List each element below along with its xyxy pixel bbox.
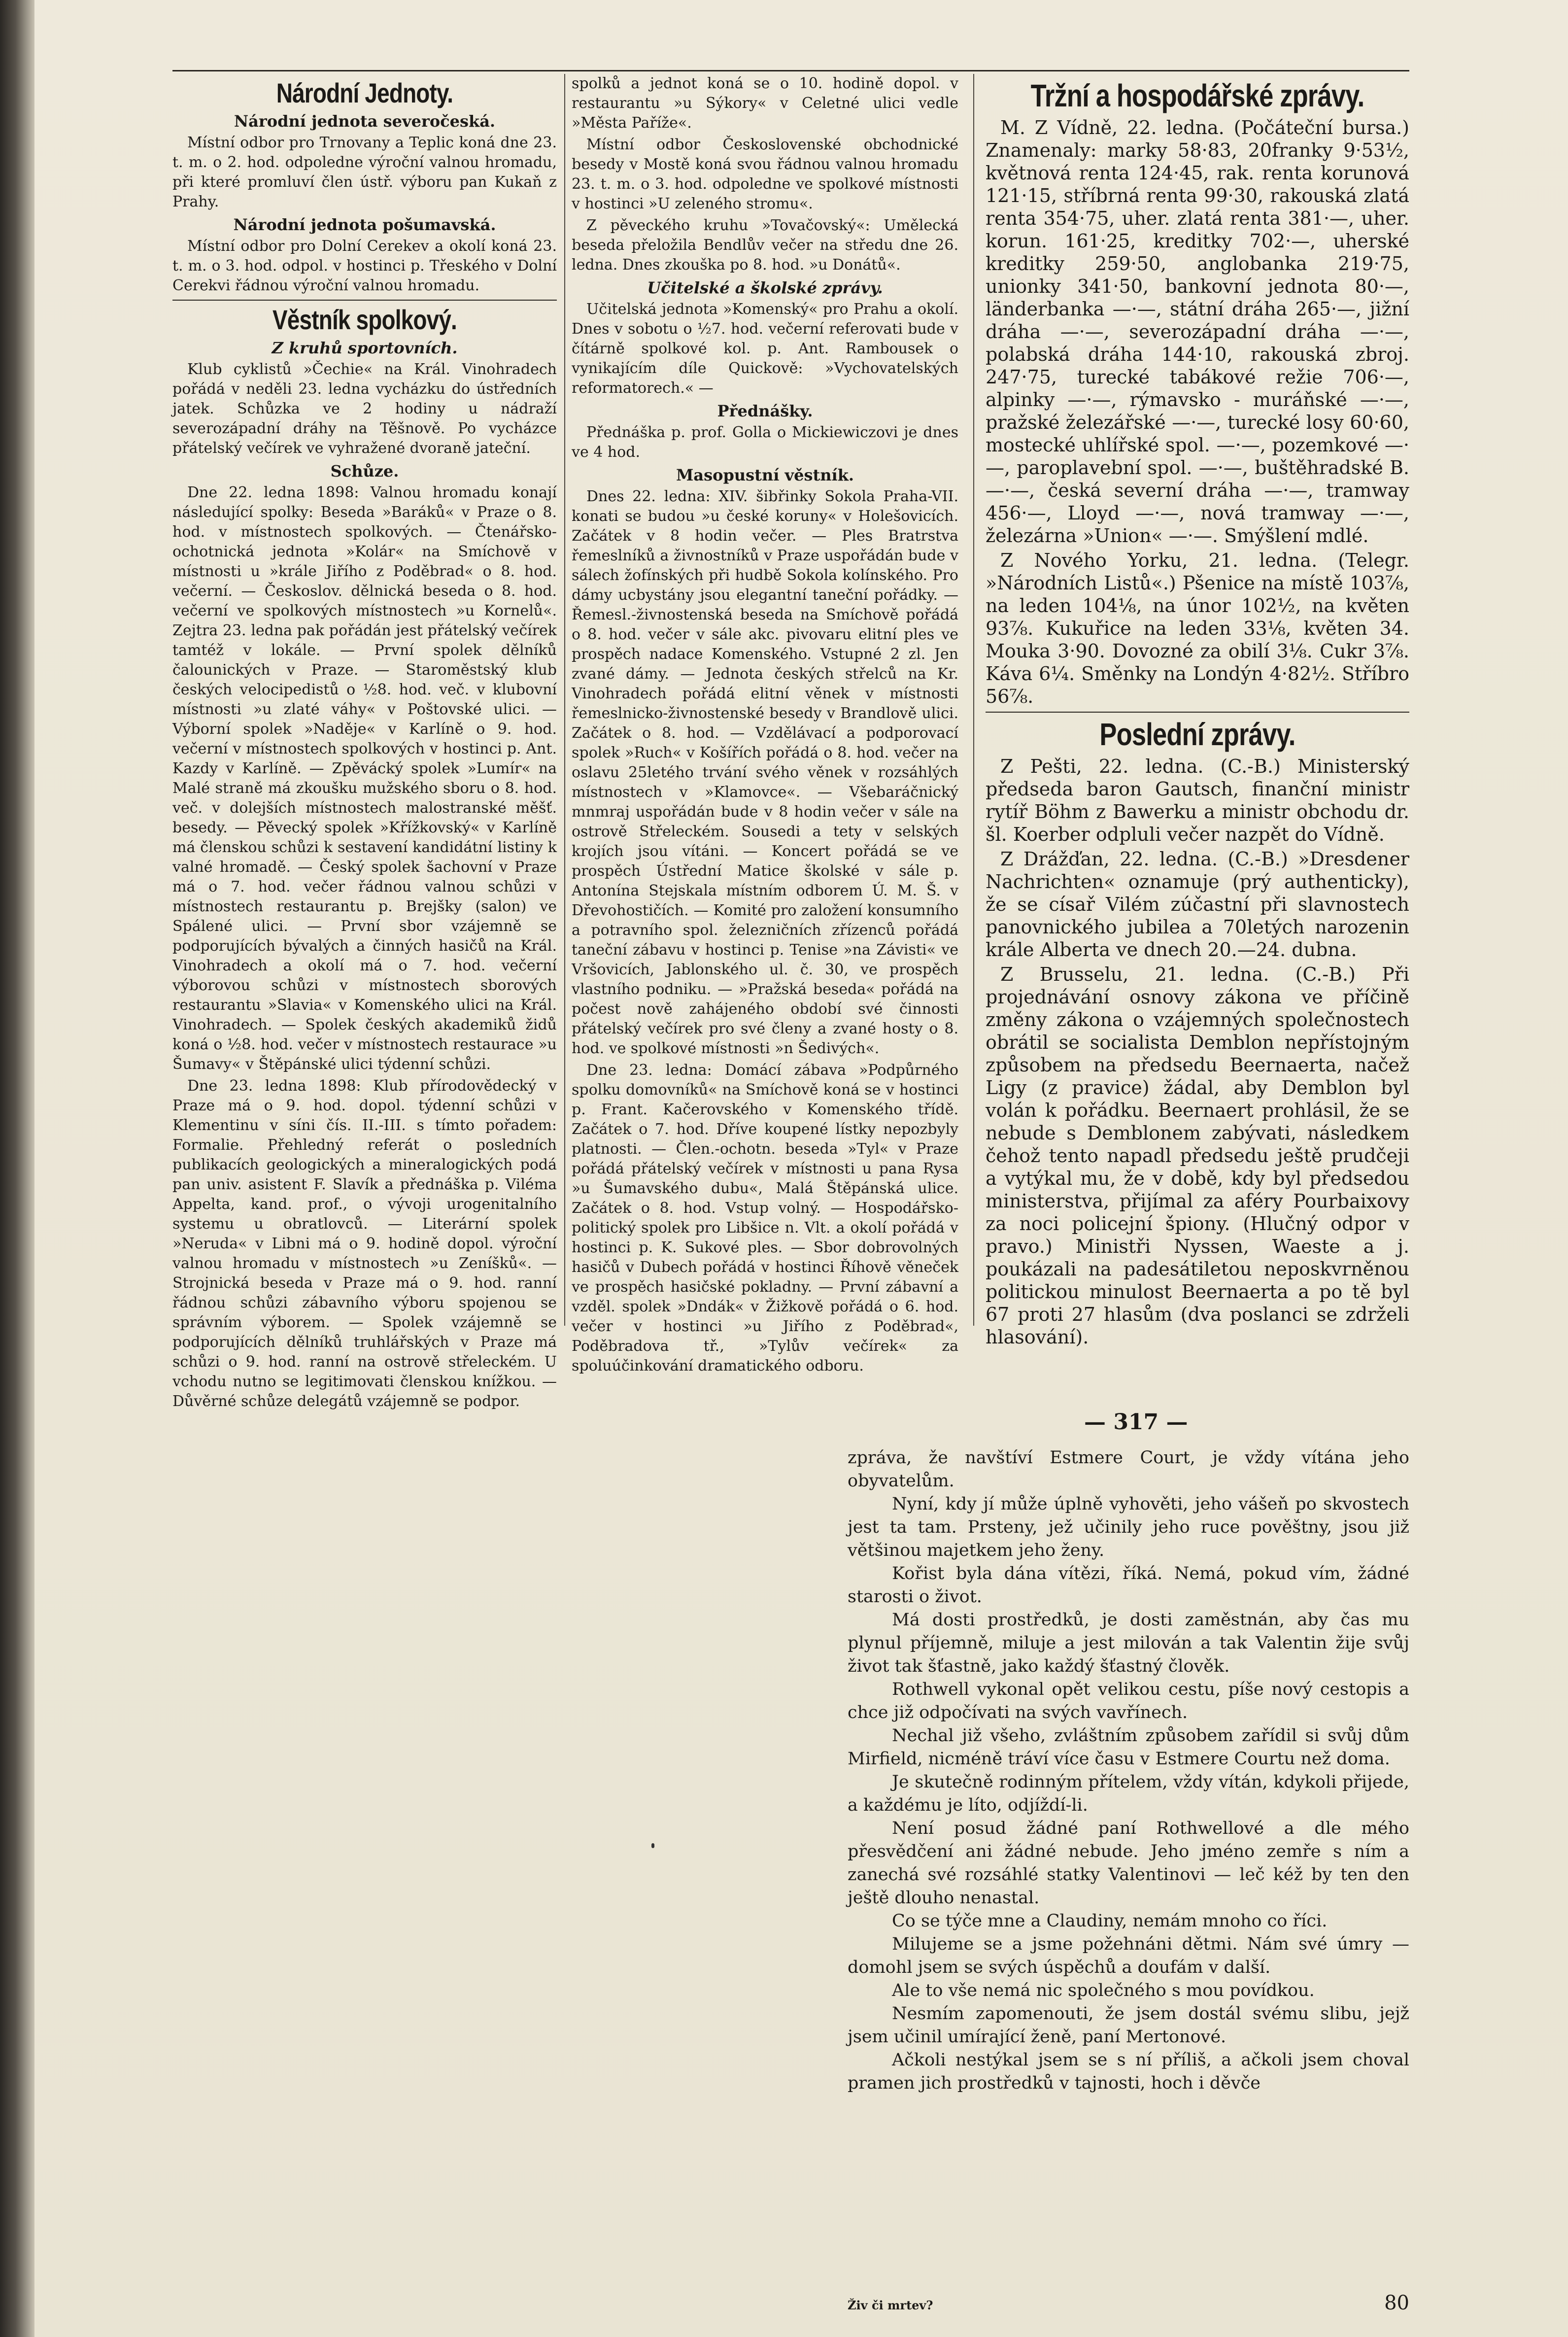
subheading: Schůze. [330, 462, 399, 481]
story-paragraph: Kořist byla dána vítězi, říká. Nemá, pokud vím, žádné starosti o život. [848, 1564, 1409, 1607]
paragraph: spolků a jednot koná se o 10. hodině dopol. v restaurantu »u Sýkory« v Celetné ulici vedle »Města Paříže«. [572, 75, 958, 132]
story-paragraph: Nechal již všeho, zvláštním způsobem zařídil si svůj dům Mirfield, nicméně tráví více času v Estmere Courtu než doma. [848, 1726, 1409, 1769]
column-rule [564, 74, 565, 1326]
story-paragraph: Nesmím zapomenouti, že jsem dostál svému slibu, jejž jsem učinil umírající ženě, paní Mertonové. [848, 2004, 1409, 2047]
paragraph: Místní odbor pro Trnovany a Teplic koná dne 23. t. m. o 2. hod. odpoledne výroční valnou hromadu, při které promluví člen ústř. výboru pan Kukaň z Prahy. [172, 134, 557, 210]
paragraph: Z Nového Yorku, 21. ledna. (Telegr. »Národních Listů«.) Pšenice na místě 103⅞, na leden 104⅛, na únor 102½, na květen 93⅞. Kukuřice na leden 33⅛, květen 34. Mouka 3·90. Dovozné za obilí 3⅛. Cukr 3⅞. Káva 6¼. Směnky na Londýn 4·82½. Stříbro 56⅞. [986, 550, 1409, 707]
story-paragraph: Milujeme se a jsme požehnáni dětmi. Nám své úmry — domohl jsem se svých úspěchů a doufám v další. [848, 1934, 1409, 1977]
paragraph: Z Pešti, 22. ledna. (C.-B.) Ministerský předseda baron Gautsch, finanční ministr rytíř Böhm z Bawerku a ministr obchodu dr. šl. Koerber odpluli večer nazpět do Vídně. [986, 756, 1409, 845]
story-body [848, 1446, 1409, 2095]
subheading: Masopustní věstník. [676, 466, 854, 484]
binding-spine [0, 0, 34, 2337]
section-title-trzni: Tržní a hospodářské zprávy. [1030, 78, 1364, 113]
paragraph: Dne 23. ledna: Domácí zábava »Podpůrného spolku domovníků« na Smíchově koná se v hostinci p. Frant. Kačerovského v Komenského třídě. Začátek o 7. hod. Dříve koupené lístky nepozbyly platnosti. — Člen.-ochotn. beseda »Tyl« v Praze pořádá přátelský večírek v místnosti u pana Rysa »u Šumavského dubu«, Malá Štěpánská ulice. Začátek o 8. hod. Vstup volný. — Hospodářsko-politický spolek pro Libšice n. Vlt. a okolí pořádá v hostinci p. K. Sukové ples. — Sbor dobrovolných hasičů v Dubech pořádá v hostinci Říhově věneček ve prospěch hasičské pokladny. — První zábavní a vzděl. spolek »Dndák« v Žižkově pořádá o 6. hod. večer v hostinci »u Jiřího z Poděbrad«, Poděbradova tř., »Tylův večírek« za spoluúčinkování dramatického odboru. [572, 1062, 958, 1375]
footer-page-number: 80 [1384, 2292, 1409, 2314]
paragraph: Z pěveckého kruhu »Tovačovský«: Umělecká beseda přeložila Bendlův večer na středu dne 26. ledna. Dnes zkouška po 8. hod. »u Donátů«. [572, 217, 958, 274]
subheading: Národní jednota severočeská. [234, 112, 496, 131]
story-paragraph: Má dosti prostředků, je dosti zaměstnán, aby čas mu plynul příjemně, miluje a jest milován a tak Valentin žije svůj život tak šťastně, jako každý šťastný člověk. [848, 1610, 1409, 1676]
paragraph: Z Drážďan, 22. ledna. (C.-B.) »Dresdener Nachrichten« oznamuje (prý authenticky), že se císař Vilém zúčastní při slavnostech panovnického jubilea a 70letých narozenin krále Alberta ve dnech 20.—24. dubna. [986, 848, 1409, 961]
story-paragraph: Ačkoli nestýkal jsem se s ní příliš, a ačkoli jsem choval pramen jich prostředků v tajnosti, hoch i děvče [848, 2050, 1409, 2093]
story-paragraph: Je skutečně rodinným přítelem, vždy vítán, kdykoli přijede, a každému je líto, odjíždí-li. [848, 1772, 1409, 1815]
subheading: Z kruhů sportovních. [272, 339, 458, 357]
paragraph: Učitelská jednota »Komenský« pro Prahu a okolí. Dnes v sobotu o ½7. hod. večerní referovati bude v čítárně spolkové kol. p. Ant. Rambousek o vynikajícím díle Quickově: »Vychovatelských reformatorech.« — [572, 301, 958, 397]
top-rule [172, 70, 1409, 71]
subheading: Přednášky. [717, 402, 813, 420]
section-title-posledni: Poslední zprávy. [1099, 717, 1295, 752]
section-title-vestnik: Věstník spolkový. [273, 304, 457, 335]
subheading: Národní jednota pošumavská. [233, 215, 496, 234]
subheading: Učitelské a školské zprávy. [647, 278, 883, 297]
paragraph: Místní odbor pro Dolní Cerekev a okolí koná 23. t. m. o 3. hod. odpol. v hostinci p. Třeského v Dolní Cerekvi řádnou výroční valnou hromadu. [172, 238, 557, 294]
paragraph: Dnes 22. ledna: XIV. šibřinky Sokola Praha-VII. konati se budou »u české koruny« v Holešovicích. Začátek v 8 hodin večer. — Ples Bratrstva řemeslníků a živnostníků v Praze uspořádán bude v sálech žofínských při hudbě Sokola kolínského. Pro dámy ucbystány jsou elegantní taneční pořádky. — Řemesl.-živnostenská beseda na Smíchově pořádá o 8. hod. večer v sále akc. pivovaru elitní ples ve prospěch nadace Komenského. Vstupné 2 zl. Jen zvané dámy. — Jednota českých střelců na Kr. Vinohradech pořádá elitní věnek v místnosti řemeslnicko-živnostenské besedy v Brandlově ulici. Začátek o 8. hod. — Vzdělávací a podporovací spolek »Ruch« v Košířích pořádá o 8. hod. večer na oslavu 25letého trvání svého věnek v rozsáhlých místnostech v »Klamovce«. — Všebaráčnický mnmraj uspořádán bude v 8 hodin večer v sále na ostrově Střeleckém. Sousedi a tety v selských krojích jsou vítáni. — Koncert pořádá se ve prospěch Ústřední Matice školské v sále p. Antonína Stejskala místním odborem Ú. M. Š. v Dřevohostičích. — Komité pro založení konsumního a potravního spol. železničních zřízenců pořádá taneční zábavu v hostinci p. Tenise »na Závisti« ve Vršovicích, Jablonského ul. č. 30, ve prospěch vlastního podniku. — »Pražská beseda« pořádá na počest nově zahájeného období své činnosti přátelský večírek pro své členy a zvané hosty o 8. hod. ve spolkové místnosti »n Šedivých«. [572, 488, 958, 1057]
divider [986, 712, 1409, 713]
column-rule [973, 74, 974, 1326]
column-1 [172, 74, 557, 1413]
story-paragraph: Co se týče mne a Claudiny, nemám mnoho co říci. [892, 1911, 1328, 1931]
paragraph: M. Z Vídně, 22. ledna. (Počáteční bursa.) Znamenaly: marky 58·83, 20franky 9·53½, květnová renta 124·45, rak. renta korunová 121·15, stříbrná renta 99·30, rakouská zlatá renta 354·75, uher. zlatá renta 381·—, uher. korun. 161·25, kreditky 702·—, uherské kreditky 259·50, anglobanka 219·75, unionky 341·50, bankovní jednota 80·—, länderbanka —·—, státní dráha 265·—, jižní dráha —·—, severozápadní dráha —·—, polabská dráha 144·10, rakouská zbroj. 247·75, turecké tabákové režie 706·—, alpinky —·—, rýmavsko - muráňské —·—, pražské železářské —·—, turecké losy 60·60, mostecké uhlířské spol. —·—, pozemkové —·—, paroplavební spol. —·—, buštěhradské B. —·—, česká severní dráha —·—, tramway 456·—, Lloyd —·—, nová tramway —·—, železárna »Union« —·—. Smýšlení mdlé. [986, 117, 1409, 547]
paragraph: Přednáška p. prof. Golla o Mickiewiczovi je dnes ve 4 hod. [572, 424, 958, 461]
footer-signature: Živ či mrtev? [848, 2298, 933, 2312]
story-paragraph: Ale to vše nemá nic společného s mou povídkou. [892, 1981, 1315, 2000]
story-page-number: — 317 — [1084, 1409, 1188, 1435]
paragraph: Z Brusselu, 21. ledna. (C.-B.) Při projednávání osnovy zákona ve příčině změny zákona o vzájemných společnostech obrátil se socialista Demblon nepřístojným způsobem na předsedu Beernaerta, načež Ligy (z pravice) žádal, aby Demblon byl volán k pořádku. Beernaert prohlásil, že se nebude s Demblonem zabývati, následkem čehož tento napadl předsedu ještě prudčeji a vytýkal mu, že v době, kdy byl předsedou ministerstva, přijímal za aféry Pourbaixovy za noci policejní špiony. (Hlučný odpor v pravo.) Ministři Nyssen, Waeste a j. poukázali na padesátiletou neposkvrněnou politickou minulost Beernaerta a po tě byl 67 proti 27 hlasům (dva poslanci se zdrželi hlasování). [986, 963, 1409, 1348]
paragraph: Dne 23. ledna 1898: Klub přírodovědecký v Praze má o 9. hod. dopol. týdenní schůzi v Klementinu v síni čís. II.-III. s tímto pořadem: Formalie. Přehledný referát o posledních publikacích geologických a mineralogických podá pan univ. asistent F. Slavík a přednáška p. Viléma Appelta, kand. prof., o vývoji urogenitalního systemu u obratlovců. — Literární spolek »Neruda« v Libni má o 9. hodině dopol. výroční valnou hromadu v místnostech »u Zeníšků«. — Strojnická beseda v Praze má o 9. hod. ranní řádnou schůzi zábavního výboru spojenou se správním výborem. — Spolek vzájemně se podporujících dělníků truhlářských v Praze má schůzi o 9. hod. ranní na ostrově střeleckém. U vchodu nutno se legitimovati členskou knížkou. — Důvěrné schůze delegátů vzájemně se podpor. [172, 1077, 557, 1410]
divider [172, 300, 557, 301]
paragraph: Místní odbor Československé obchodnické besedy v Mostě koná svou řádnou valnou hromadu 23. t. m. o 3. hod. odpoledne ve spolkové místnosti v hostinci »U zeleného stromu«. [572, 136, 958, 212]
paragraph: Dne 22. ledna 1898: Valnou hromadu konají následující spolky: Beseda »Baráků« v Praze o 8. hod. v místnostech spolkových. — Čtenářsko-ochotnická jednota »Kolár« na Smíchově v místnosti u »krále Jiřího z Poděbrad« o 8. hod. večerní. — Českoslov. dělnická beseda o 8. hod. večerní ve spolkových místnostech »u Kornelů«. Zejtra 23. ledna pak pořádán jest přátelský večírek tamtéž v lokále. — První spolek dělníků čalounických v Praze. — Staroměstský klub českých velocipedistů o ½8. hod. več. v klubovní místnosti »u zlaté váhy« v Poštovské ulici. — Výborní spolek »Naděje« v Karlíně o 9. hod. večerní v místnostech spolkových v hostinci p. Ant. Kazdy v Karlíně. — Zpěvácký spolek »Lumír« na Malé straně má zkoušku mužského sboru o 8. hod. več. v dolejších místnostech malostranské měšť. besedy. — Pěvecký spolek »Křížkovský« v Karlíně má členskou schůzi k sestavení kandidátní listiny k valné hromadě. — Český spolek šachovní v Praze má o 7. hod. večer řádnou valnou schůzi v místnostech restaurantu p. Brejšky (salon) ve Spálené ulici. — První sbor vzájemně se podporujících bývalých a činných hasičů na Král. Vinohradech a okolí má o 7. hod. večerní výborovou schůzi v místnostech sborových restaurantu »Slavia« v Komenského ulici na Král. Vinohradech. — Spolek českých akademiků židů koná o ½8. hod. večer v místnostech restaurace »u Šumavy« v Štěpánské ulici týdenní schůzi. [172, 484, 557, 1073]
story-footer [848, 2292, 1409, 2314]
story-paragraph: Nyní, kdy jí může úplně vyhověti, jeho vášeň po skvostech jest ta tam. Prsteny, jež učinily jeho ruce pověštny, jsou již většinou majetkem jeho ženy. [848, 1494, 1409, 1560]
column-3 [986, 74, 1409, 1350]
story-paragraph: zpráva, že navštíví Estmere Court, je vždy vítána jeho obyvatelům. [848, 1448, 1409, 1491]
story-paragraph: Není posud žádné paní Rothwellové a dle mého přesvědčení ani žádné nebude. Jeho jméno zemře s ním a zanechá své rozsáhlé statky Valentinovi — leč kéž by ten den ještě dlouho nenastal. [848, 1819, 1409, 1908]
ink-speck [651, 1843, 654, 1848]
paragraph: Klub cyklistů »Čechie« na Král. Vinohradech pořádá v neděli 23. ledna vycházku do ústředních jatek. Schůzka ve 2 hodiny u nádraží severozápadní dráhy na Těšnově. Po vycházce přátelský večírek ve vyhražené dvoraně jateční. [172, 361, 557, 457]
section-title-narodni: Národní Jednoty. [276, 77, 453, 108]
column-2 [572, 74, 958, 1378]
story-paragraph: Rothwell vykonal opět velikou cestu, píše nový cestopis a chce již odpočívati na svých vavřínech. [848, 1680, 1409, 1722]
